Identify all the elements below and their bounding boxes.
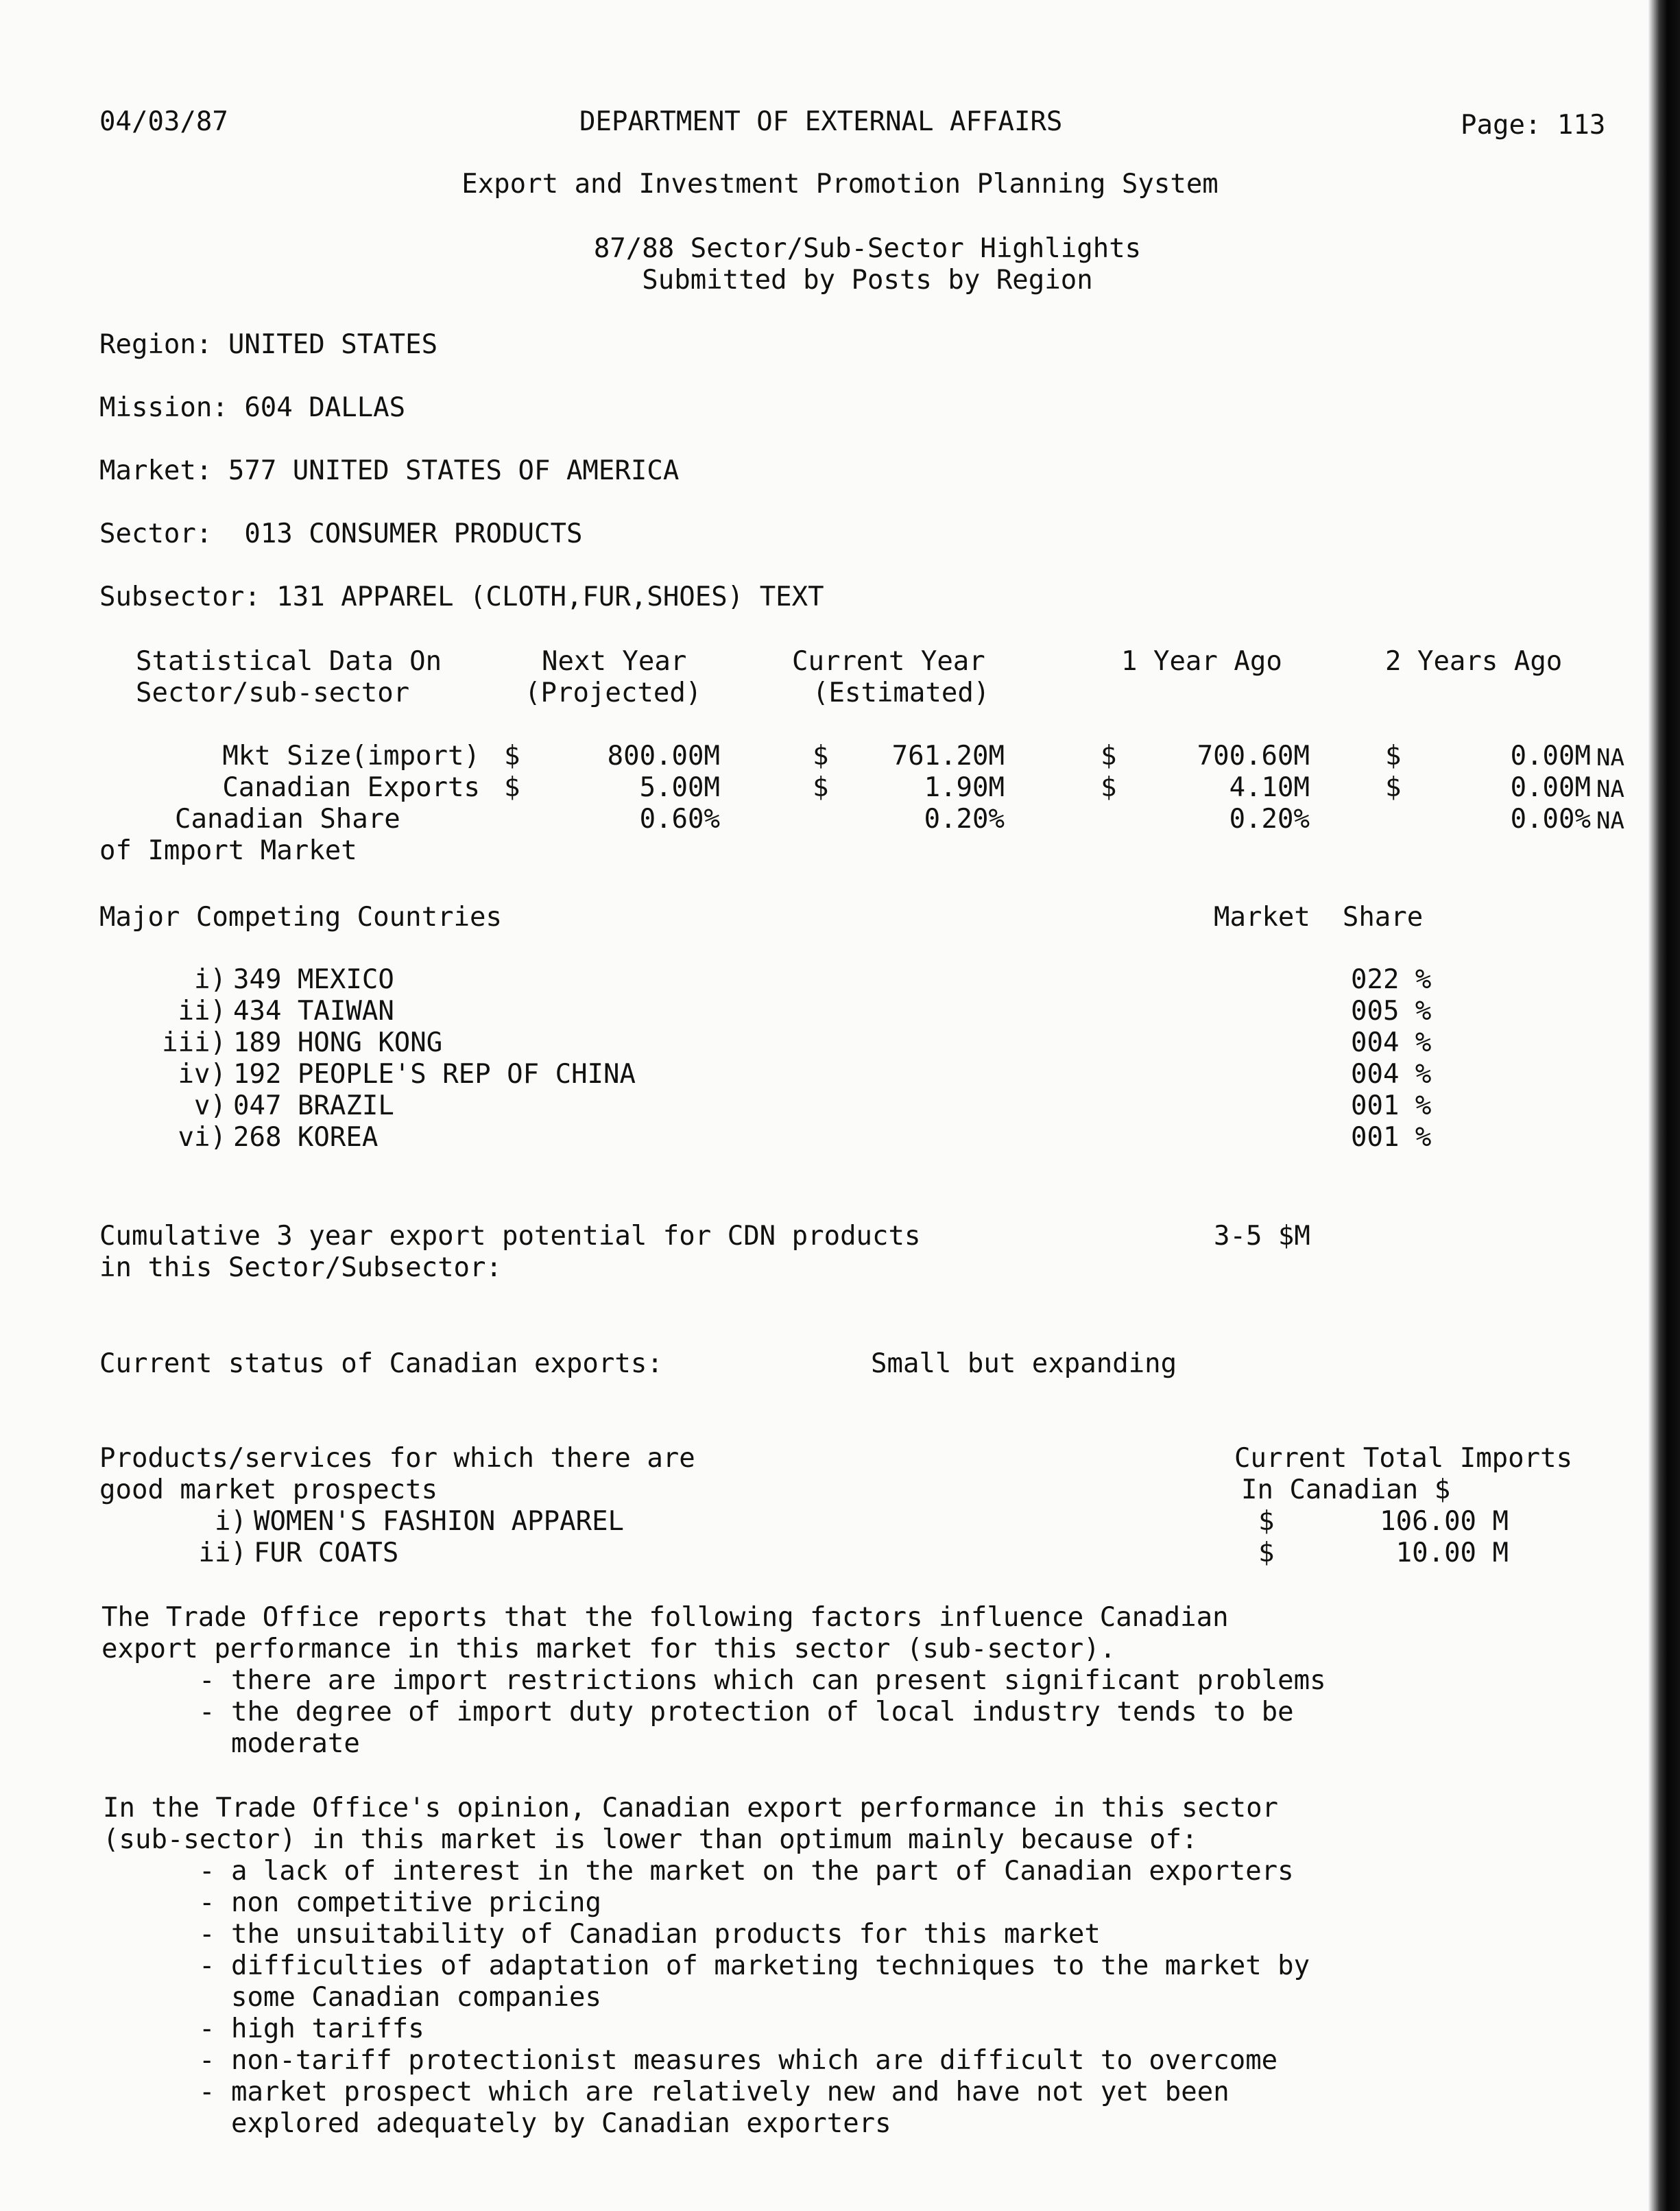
list-item-share: 004 %	[1351, 1027, 1432, 1058]
factor-bullet: - the degree of import duty protection of local industry tends to be	[199, 1697, 1294, 1728]
list-item-number: i)	[194, 964, 226, 995]
opinion-bullet: - market prospect which are relatively new and have not yet been	[199, 2077, 1229, 2107]
factor-bullet-cont: moderate	[199, 1728, 360, 1759]
field-row	[99, 455, 679, 487]
prospects-heading-2: good market prospects	[99, 1474, 438, 1505]
section-heading: Major Competing Countries	[99, 902, 502, 933]
product-name: FUR COATS	[254, 1538, 399, 1568]
paragraph-line: In the Trade Office's opinion, Canadian export performance in this sector	[103, 1793, 1279, 1824]
field-row	[99, 392, 405, 424]
field-value: 604 DALLAS	[244, 392, 406, 423]
report-date: 04/03/87	[99, 106, 228, 137]
column-header-sub: (Estimated)	[813, 678, 990, 708]
page-edge-shadow	[1648, 0, 1680, 2211]
opinion-bullet-cont: some Canadian companies	[199, 1982, 601, 2013]
product-name: WOMEN'S FASHION APPAREL	[254, 1506, 625, 1537]
export-status-label: Current status of Canadian exports:	[99, 1348, 663, 1379]
value-cell: 700.60M	[1197, 741, 1310, 772]
value-cell: 0.00%	[1510, 804, 1591, 835]
export-potential-label-2: in this Sector/Subsector:	[99, 1252, 502, 1283]
list-item-share: 001 %	[1351, 1090, 1432, 1121]
list-item-country: 189 HONG KONG	[233, 1027, 443, 1058]
value-cell: 0.20%	[1229, 804, 1310, 835]
opinion-bullet-cont: explored adequately by Canadian exporters	[199, 2108, 891, 2139]
opinion-bullet: - difficulties of adaptation of marketing techniques to the market by	[199, 1950, 1310, 1981]
list-item-number: ii)	[198, 1538, 247, 1568]
department-title: DEPARTMENT OF EXTERNAL AFFAIRS	[579, 106, 1063, 137]
stats-heading: Statistical Data On	[136, 646, 442, 677]
na-marker: NA	[1596, 744, 1624, 772]
opinion-bullet: - high tariffs	[199, 2013, 424, 2044]
value-cell: 0.20%	[924, 804, 1005, 835]
field-row	[99, 518, 582, 550]
na-marker: NA	[1596, 807, 1624, 835]
currency-sign: $	[504, 772, 520, 803]
opinion-bullet: - a lack of interest in the market on the part of Canadian exporters	[199, 1856, 1294, 1887]
field-row	[99, 582, 824, 613]
column-header: 1 Year Ago	[1121, 646, 1282, 677]
currency-sign: $	[1101, 772, 1117, 803]
export-potential-label: Cumulative 3 year export potential for CDN products	[99, 1221, 921, 1252]
factor-bullet: - there are import restrictions which can present significant problems	[199, 1665, 1326, 1696]
opinion-bullet: - non-tariff protectionist measures which are difficult to overcome	[199, 2045, 1278, 2076]
field-value: 013 CONSUMER PRODUCTS	[244, 518, 583, 549]
list-item-number: i)	[215, 1506, 247, 1537]
value-cell: 0.00M	[1510, 772, 1591, 803]
value-cell: 4.10M	[1229, 772, 1310, 803]
value-cell: 761.20M	[891, 741, 1005, 772]
field-label: Mission:	[99, 392, 228, 423]
prospects-heading: Products/services for which there are	[99, 1443, 695, 1474]
export-status-value: Small but expanding	[871, 1348, 1177, 1379]
paragraph-line: The Trade Office reports that the following factors influence Canadian	[101, 1602, 1229, 1633]
field-label: Sector:	[99, 518, 213, 549]
import-amount: 106.00 M	[1380, 1506, 1509, 1537]
column-header: Current Year	[792, 646, 985, 677]
list-item-country: 268 KOREA	[233, 1122, 379, 1153]
currency-sign: $	[1258, 1506, 1275, 1537]
currency-sign: $	[504, 741, 520, 772]
report-subtitle: 87/88 Sector/Sub-Sector Highlights	[593, 233, 1142, 264]
opinion-bullet: - the unsuitability of Canadian products for this market	[199, 1919, 1101, 1950]
stats-heading: Sector/sub-sector	[136, 678, 410, 708]
list-item-number: iii)	[162, 1027, 226, 1058]
list-item-share: 001 %	[1351, 1122, 1432, 1153]
field-value: 577 UNITED STATES OF AMERICA	[228, 455, 680, 486]
currency-sign: $	[1385, 772, 1402, 803]
import-amount: 10.00 M	[1395, 1538, 1509, 1568]
list-item-number: iv)	[178, 1059, 226, 1090]
value-cell: 800.00M	[607, 741, 720, 772]
field-label: Subsector:	[99, 582, 261, 612]
column-header: 2 Years Ago	[1385, 646, 1563, 677]
column-header-sub: (Projected)	[525, 678, 702, 708]
imports-column-header: Current Total Imports	[1234, 1443, 1573, 1474]
page-number: Page: 113	[1461, 110, 1606, 141]
list-item-share: 005 %	[1351, 996, 1432, 1027]
na-marker: NA	[1596, 776, 1624, 803]
currency-sign: $	[1101, 741, 1117, 772]
value-cell: 5.00M	[639, 772, 720, 803]
value-cell: 0.60%	[639, 804, 720, 835]
list-item-country: 047 BRAZIL	[233, 1090, 394, 1121]
list-item-country: 192 PEOPLE'S REP OF CHINA	[233, 1059, 636, 1090]
export-potential-value: 3-5 $M	[1214, 1221, 1310, 1252]
field-value: UNITED STATES	[228, 329, 438, 360]
field-label: Region:	[99, 329, 213, 360]
list-item-share: 004 %	[1351, 1059, 1432, 1090]
value-cell: 0.00M	[1510, 741, 1591, 772]
market-share-heading: Market Share	[1214, 902, 1424, 933]
row-label: Canadian Share	[175, 804, 400, 835]
list-item-country: 434 TAIWAN	[233, 996, 394, 1027]
list-item-country: 349 MEXICO	[233, 964, 394, 995]
paragraph-line: export performance in this market for this sector (sub-sector).	[101, 1634, 1116, 1664]
field-value: 131 APPAREL (CLOTH,FUR,SHOES) TEXT	[276, 582, 824, 612]
currency-sign: $	[1258, 1538, 1275, 1568]
field-row	[99, 329, 437, 361]
report-subtitle-2: Submitted by Posts by Region	[642, 265, 1093, 296]
list-item-share: 022 %	[1351, 964, 1432, 995]
imports-column-subheader: In Canadian $	[1241, 1474, 1451, 1505]
row-label-continued: of Import Market	[99, 835, 357, 866]
paragraph-line: (sub-sector) in this market is lower than optimum mainly because of:	[103, 1824, 1198, 1855]
value-cell: 1.90M	[924, 772, 1005, 803]
field-label: Market:	[99, 455, 213, 486]
list-item-number: ii)	[178, 996, 226, 1027]
column-header: Next Year	[542, 646, 687, 677]
currency-sign: $	[813, 741, 829, 772]
row-label: Canadian Exports	[222, 772, 480, 803]
currency-sign: $	[1385, 741, 1402, 772]
row-label: Mkt Size(import)	[222, 741, 480, 772]
list-item-number: vi)	[178, 1122, 226, 1153]
currency-sign: $	[813, 772, 829, 803]
list-item-number: v)	[194, 1090, 226, 1121]
opinion-bullet: - non competitive pricing	[199, 1887, 601, 1918]
system-title: Export and Investment Promotion Planning System	[461, 169, 1219, 200]
